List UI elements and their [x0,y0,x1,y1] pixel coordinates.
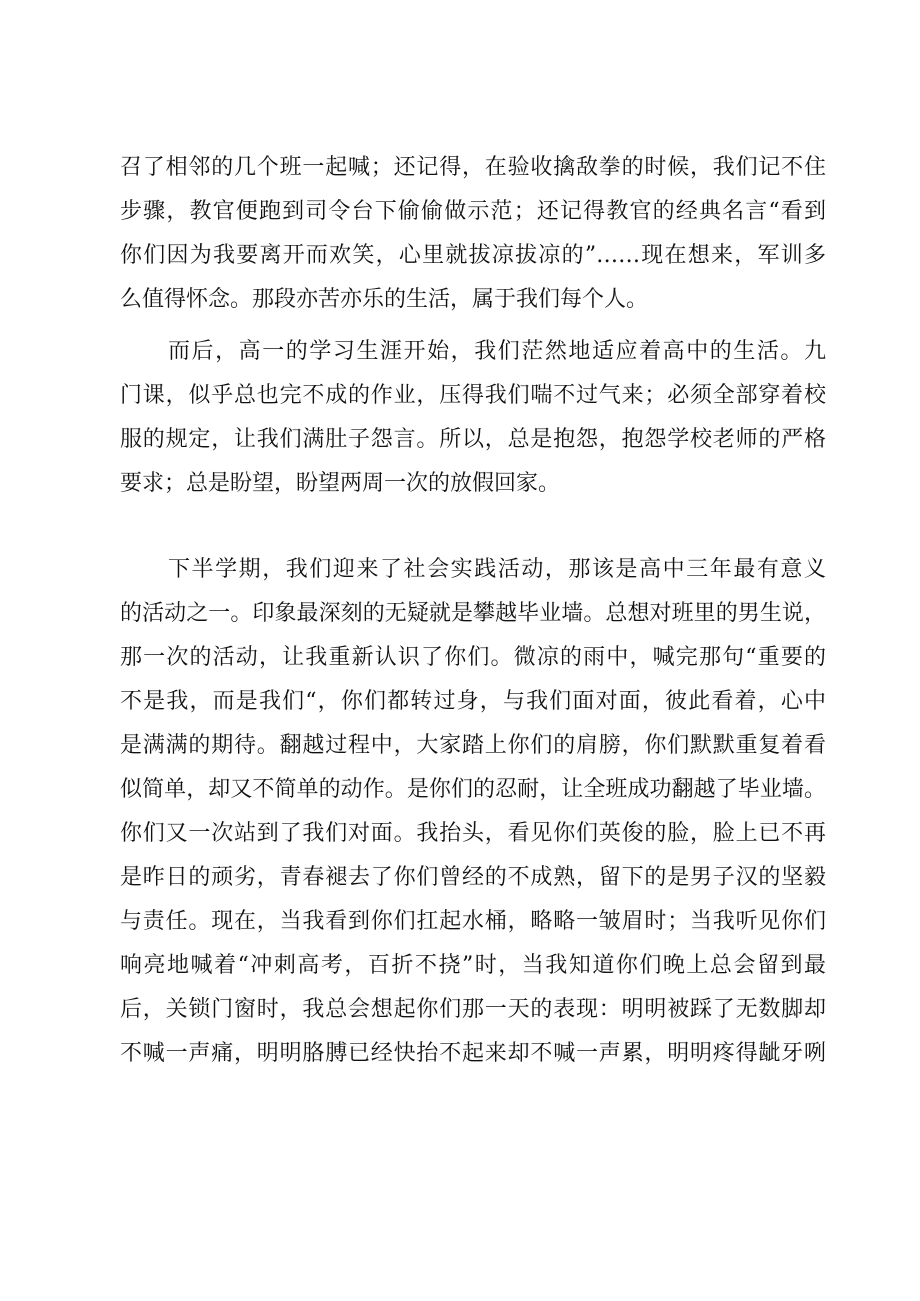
paragraph-line: 步骤，教官便跑到司令台下偷偷做示范；还记得教官的经典名言“看到 [120,199,826,224]
paragraph-line: 不喊一声痛，明明胳膊已经快抬不起来却不喊一声累，明明疼得龇牙咧 [120,1041,826,1066]
paragraph-3 [120,548,826,1076]
paragraph-line: 你们因为我要离开而欢笑，心里就拔凉拔凉的”……现在想来，军训多 [120,243,826,268]
paragraph-line: 召了相邻的几个班一起喊；还记得，在验收擒敌拳的时候，我们记不住 [120,155,826,180]
paragraph-line: 是满满的期待。翻越过程中，大家踏上你们的肩膀，你们默默重复着看 [120,733,826,758]
paragraph-line: 的活动之一。印象最深刻的无疑就是攀越毕业墙。总想对班里的男生说， [120,601,826,626]
paragraph-line: 你们又一次站到了我们对面。我抬头，看见你们英俊的脸，脸上已不再 [120,821,826,846]
paragraph-line: 那一次的活动，让我重新认识了你们。微凉的雨中，喊完那句“重要的 [120,645,826,670]
paragraph-line: 后，关锁门窗时，我总会想起你们那一天的表现：明明被踩了无数脚却 [120,997,826,1022]
paragraph-line: 响亮地喊着“冲刺高考，百折不挠”时，当我知道你们晚上总会留到最 [120,953,826,978]
paragraph-line: 似简单，却又不简单的动作。是你们的忍耐，让全班成功翻越了毕业墙。 [120,777,826,802]
paragraph-line: 是昨日的顽劣，青春褪去了你们曾经的不成熟，留下的是男子汉的坚毅 [120,865,826,890]
paragraph-1 [120,146,826,322]
paragraph-line: 不是我，而是我们“，你们都转过身，与我们面对面，彼此看着，心中 [120,689,826,714]
paragraph-line: 下半学期，我们迎来了社会实践活动，那该是高中三年最有意义 [168,557,826,582]
paragraph-line: 服的规定，让我们满肚子怨言。所以，总是抱怨，抱怨学校老师的严格 [120,427,826,452]
paragraph-line: 要求；总是盼望，盼望两周一次的放假回家。 [120,471,561,496]
paragraph-line: 么值得怀念。那段亦苦亦乐的生活，属于我们每个人。 [120,287,649,312]
paragraph-2 [120,330,826,506]
paragraph-line: 与责任。现在，当我看到你们扛起水桶，略略一皱眉时；当我听见你们 [120,909,826,934]
paragraph-line: 门课，似乎总也完不成的作业，压得我们喘不过气来；必须全部穿着校 [120,383,826,408]
paragraph-line: 而后，高一的学习生涯开始，我们茫然地适应着高中的生活。九 [168,339,826,364]
